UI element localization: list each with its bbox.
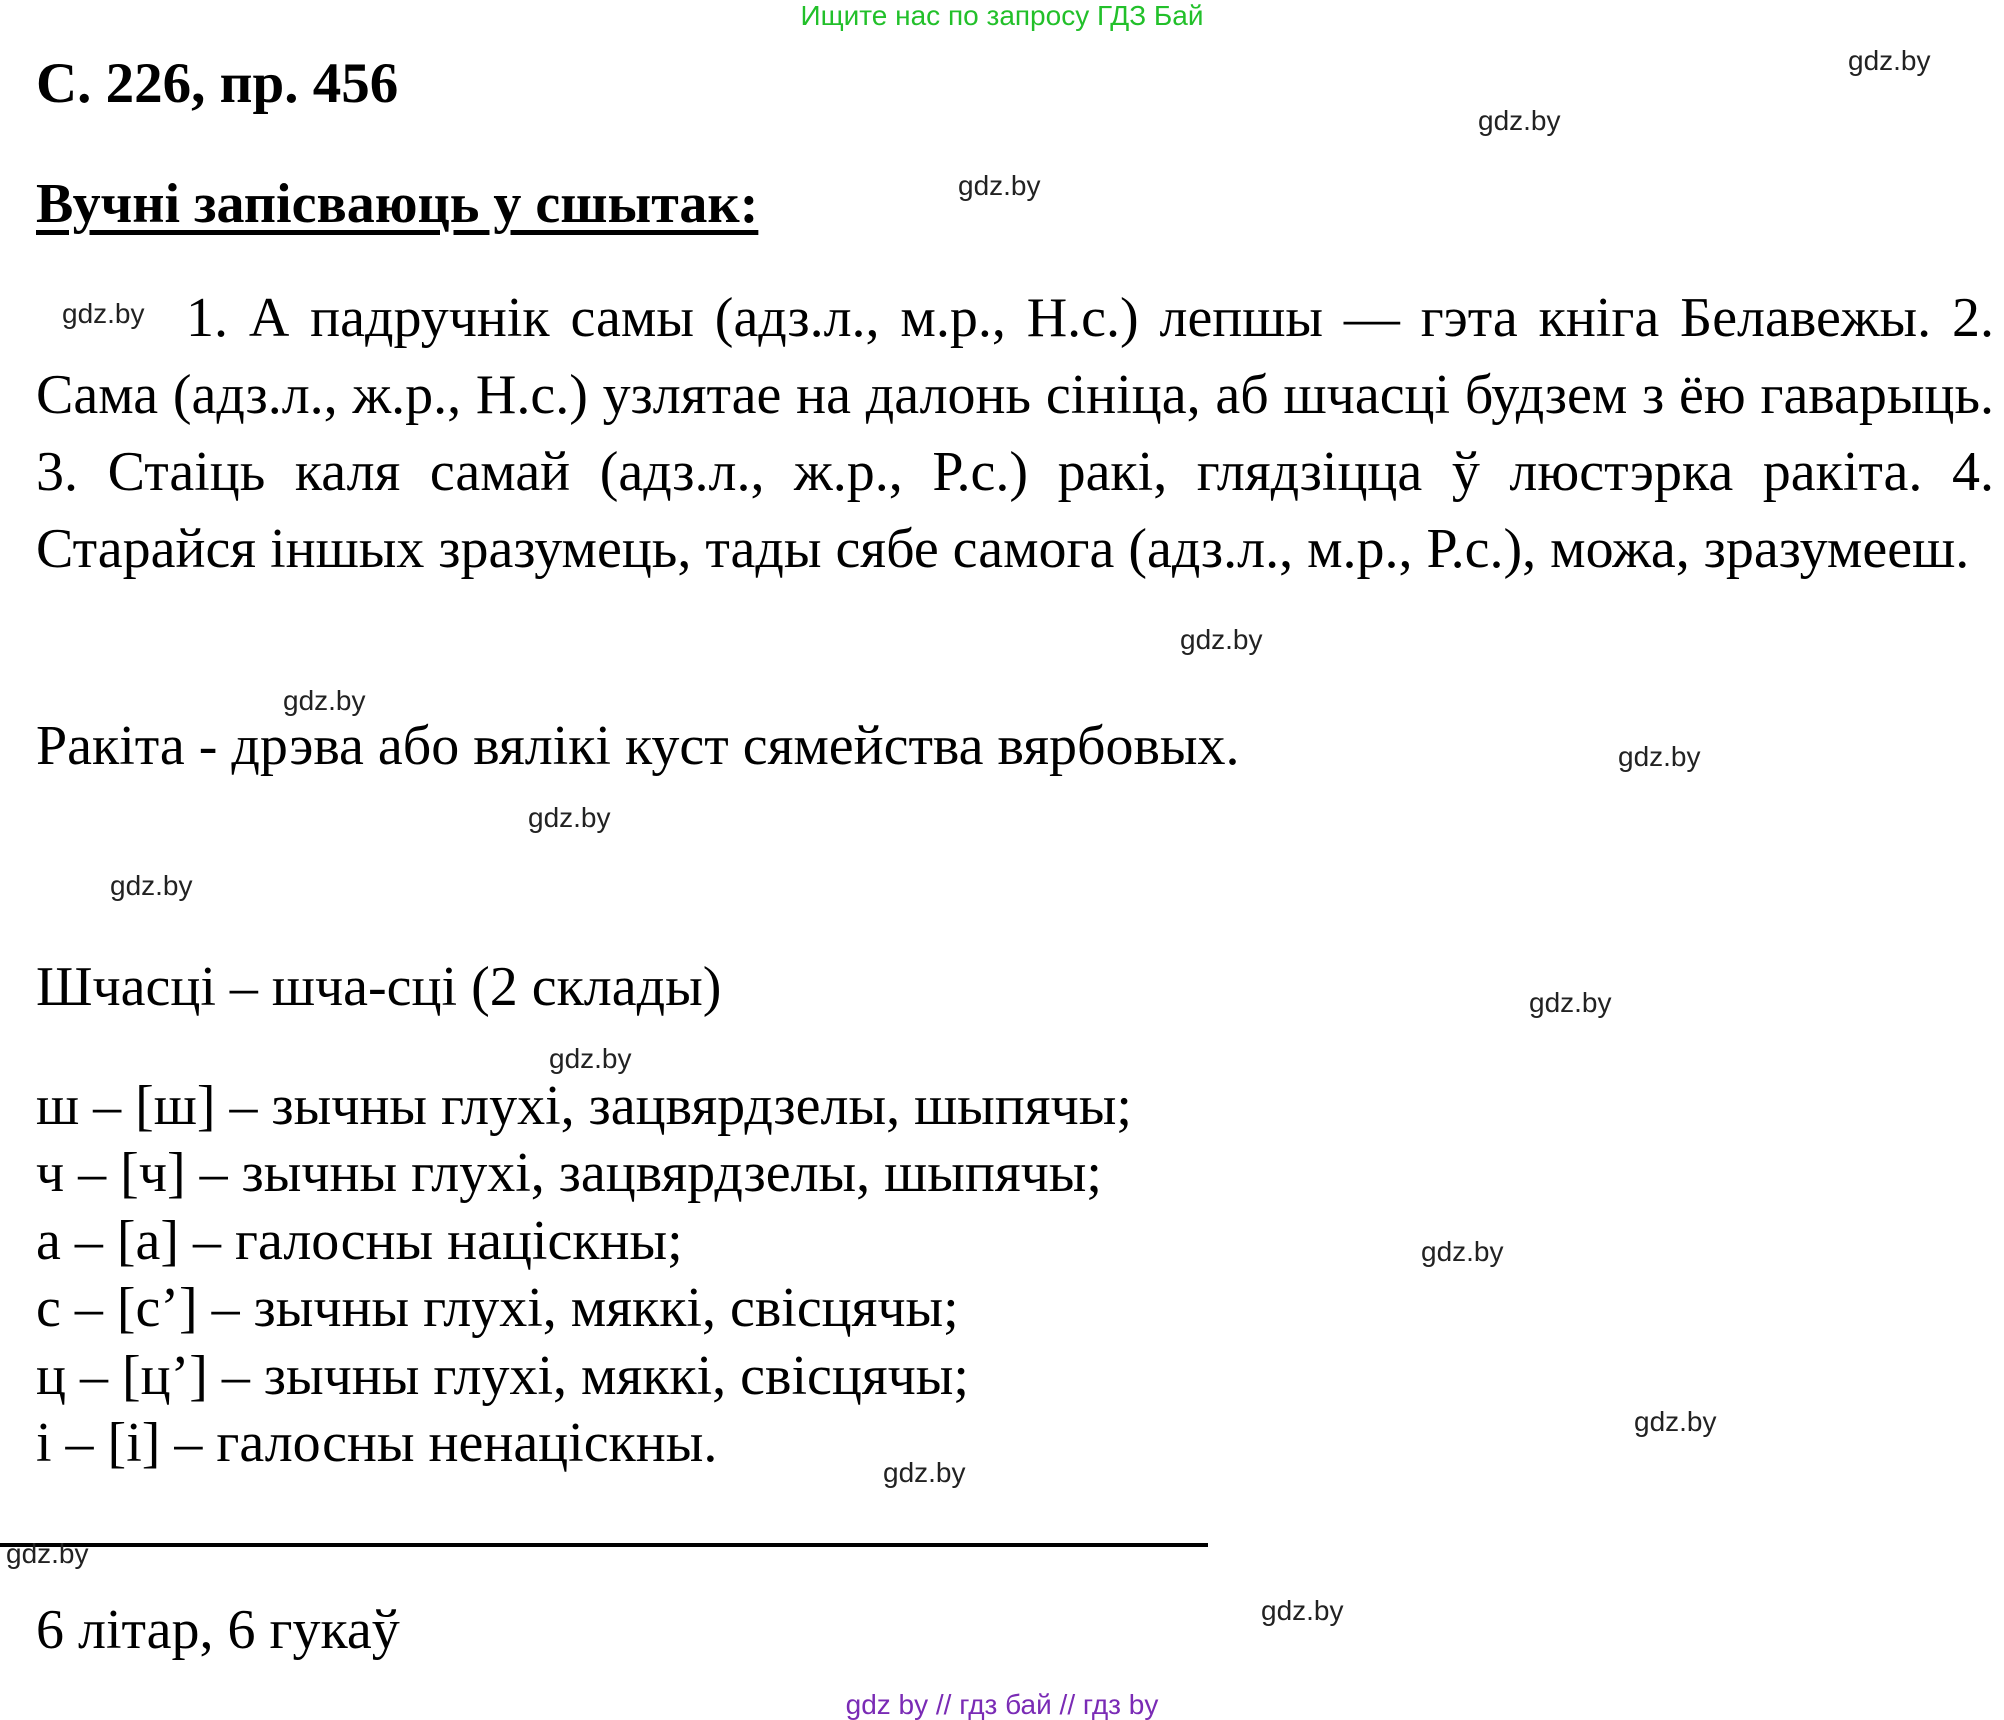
watermark: gdz.by xyxy=(549,1043,632,1074)
phonetic-line: с – [с’] – зычны глухі, мяккі, свісцячы; xyxy=(36,1277,959,1339)
exercise-paragraph: 1. А падручнік самы (адз.л., м.р., Н.с.) лепшы — гэта кніга Белавежы. 2. Сама (адз.л., ж.р., Н.с.) узлятае на далонь сініца, аб шчасці будзем з ёю гаварыць. 3. Стаіць каля самай (адз.л., ж.р., Р.с.) ракі, глядзіцца ў люстэрка ракіта. 4. Старайся іншых зразумець, тады сябе самога (адз.л., м.р., Р.с.), можа, зразумееш. xyxy=(36,287,1994,580)
syllables-text: Шчасці – шча-сці (2 склады) xyxy=(36,956,722,1018)
watermark: gdz.by xyxy=(528,802,611,833)
phonetic-line: і – [і] – галосны ненаціскны. xyxy=(36,1412,718,1474)
definition-text: Ракіта - дрэва або вялікі куст сямейства вярбовых. xyxy=(36,715,1240,777)
watermark: gdz.by xyxy=(1478,105,1561,136)
summary-text: 6 літар, 6 гукаў xyxy=(36,1599,400,1661)
phonetic-line: а – [а] – галосны націскны; xyxy=(36,1210,683,1272)
watermark: gdz.by xyxy=(62,298,145,329)
watermark: gdz.by xyxy=(1529,987,1612,1018)
watermark: gdz.by xyxy=(1634,1406,1717,1437)
page-title: С. 226, пр. 456 xyxy=(36,52,399,115)
header-ad-link[interactable]: Ищите нас по запросу ГДЗ Бай xyxy=(800,0,1204,31)
watermark: gdz.by xyxy=(1421,1236,1504,1267)
watermark: gdz.by xyxy=(883,1457,966,1488)
watermark: gdz.by xyxy=(1618,741,1701,772)
divider-line xyxy=(0,1543,1208,1547)
phonetic-line: ш – [ш] – зычны глухі, зацвярдзелы, шыпячы; xyxy=(36,1075,1132,1137)
watermark: gdz.by xyxy=(1180,624,1263,655)
watermark: gdz.by xyxy=(283,685,366,716)
watermark: gdz.by xyxy=(1848,45,1931,76)
phonetic-line: ц – [ц’] – зычны глухі, мяккі, свісцячы; xyxy=(36,1345,969,1407)
section-heading: Вучні запісваюць у сшытак: xyxy=(36,173,759,235)
watermark: gdz.by xyxy=(110,870,193,901)
phonetic-line: ч – [ч] – зычны глухі, зацвярдзелы, шыпячы; xyxy=(36,1142,1102,1204)
watermark: gdz.by xyxy=(6,1538,89,1569)
footer-links[interactable]: gdz by // гдз бай // гдз by xyxy=(845,1689,1159,1720)
watermark: gdz.by xyxy=(1261,1595,1344,1626)
watermark: gdz.by xyxy=(958,170,1041,201)
